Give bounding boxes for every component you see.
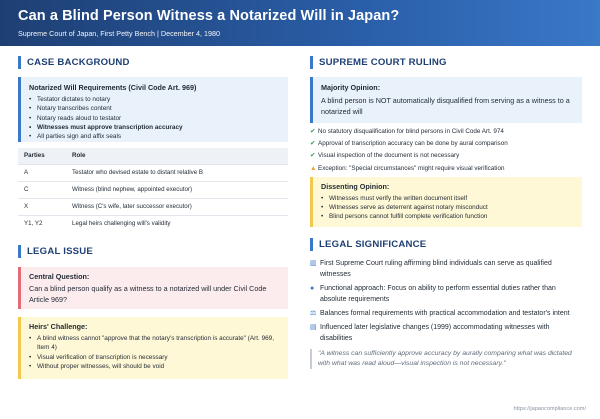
case-background-heading: CASE BACKGROUND <box>18 56 288 69</box>
ruling-point <box>310 165 582 173</box>
page-title: Can a Blind Person Witness a Notarized Will in Japan? <box>18 8 400 24</box>
significance-item <box>310 322 582 344</box>
central-question-text: Can a blind person qualify as a witness to a notarized will under Civil Code Article 969? <box>29 284 267 304</box>
majority-opinion-text: A blind person is NOT automatically disqualified from serving as a witness to a notarized will <box>321 96 570 116</box>
role-cell: Legal heirs challenging will's validity <box>66 215 288 232</box>
ruling-point <box>310 140 582 148</box>
page-header <box>0 0 600 46</box>
central-question-title: Central Question: <box>29 272 90 281</box>
people-icon: ● <box>310 284 315 292</box>
list-item: • Visual verification of transcription is necessary <box>29 353 280 362</box>
ruling-point <box>310 152 582 160</box>
significance-list <box>310 258 582 344</box>
dissenting-opinion-title: Dissenting Opinion: <box>321 181 390 191</box>
heirs-challenge-box <box>18 317 288 379</box>
list-item: • Blind persons cannot fulfill complete verification function <box>321 212 574 221</box>
list-item: • Notary transcribes content <box>29 104 280 113</box>
majority-opinion-title: Majority Opinion: <box>321 83 381 92</box>
list-item: • Witnesses must verify the written document itself <box>321 194 574 203</box>
dissent-list <box>321 194 574 222</box>
table-row <box>18 181 288 198</box>
table-header-row <box>18 148 288 164</box>
left-column <box>18 56 288 379</box>
table-row <box>18 164 288 181</box>
requirements-title: Notarized Will Requirements (Civil Code Art. 969) <box>29 83 197 92</box>
check-circle-icon: ✔ <box>310 152 316 160</box>
dissenting-opinion-box <box>310 177 582 227</box>
significance-text: Influenced later legislative changes (1999) accommodating witnesses with disabilities <box>320 323 550 342</box>
ruling-point-text: Exception: "Special circumstances" might require visual verification <box>318 164 505 172</box>
requirements-box <box>18 77 288 142</box>
list-item: • Witnesses must approve transcription accuracy <box>29 123 280 132</box>
ruling-points <box>310 128 582 173</box>
document-icon: ▤ <box>310 323 317 331</box>
gavel-icon: ⚖ <box>310 309 317 317</box>
landmark-icon: ▥ <box>310 259 317 267</box>
footer-url: https://japancompliance.com/ <box>513 406 586 412</box>
requirements-list <box>29 95 280 141</box>
party-cell: X <box>18 198 66 215</box>
ruling-point-text: Approval of transcription accuracy can be done by aural comparison <box>318 140 508 148</box>
list-item: • Witnesses serve as deterrent against notary misconduct <box>321 203 574 212</box>
ruling-point <box>310 128 582 136</box>
legal-significance-heading: LEGAL SIGNIFICANCE <box>310 238 582 251</box>
ruling-point-text: Visual inspection of the document is not necessary <box>318 152 460 160</box>
list-item: • Notary reads aloud to testator <box>29 114 280 123</box>
significance-text: Functional approach: Focus on ability to perform essential duties rather than absolute requirements <box>320 284 556 303</box>
parties-table <box>18 148 288 232</box>
quote-block: "A witness can sufficiently approve accuracy by aurally comparing what was dictated with what was read aloud—visual inspection is not necessary." <box>310 349 582 369</box>
role-cell: Witness (blind nephew, appointed executor) <box>66 181 288 198</box>
list-item: • Without proper witnesses, will should be void <box>29 362 280 371</box>
warning-icon: ▲ <box>310 164 317 172</box>
significance-text: Balances formal requirements with practical accommodation and testator's intent <box>320 309 570 317</box>
column-header-parties: Parties <box>18 148 66 164</box>
significance-item <box>310 308 582 319</box>
table-row <box>18 215 288 232</box>
ruling-point-text: No statutory disqualification for blind persons in Civil Code Art. 974 <box>318 128 504 135</box>
party-cell: Y1, Y2 <box>18 215 66 232</box>
heirs-challenge-title: Heirs' Challenge: <box>29 322 88 331</box>
significance-item <box>310 283 582 305</box>
table-row <box>18 198 288 215</box>
majority-opinion-box <box>310 77 582 123</box>
party-cell: A <box>18 164 66 181</box>
legal-issue-heading: LEGAL ISSUE <box>18 245 288 258</box>
central-question-box <box>18 267 288 309</box>
list-item: • Testator dictates to notary <box>29 95 280 104</box>
check-circle-icon: ✔ <box>310 140 316 148</box>
role-cell: Testator who devised estate to distant relative B <box>66 164 288 181</box>
right-column <box>310 56 582 369</box>
check-circle-icon: ✔ <box>310 128 316 135</box>
list-item: • All parties sign and affix seals <box>29 132 280 141</box>
role-cell: Witness (C's wife, later successor executor) <box>66 198 288 215</box>
page-subtitle: Supreme Court of Japan, First Petty Bench | December 4, 1980 <box>18 29 221 38</box>
significance-item <box>310 258 582 280</box>
challenge-list <box>29 334 280 371</box>
ruling-heading: SUPREME COURT RULING <box>310 56 582 69</box>
column-header-role: Role <box>66 148 288 164</box>
significance-text: First Supreme Court ruling affirming blind individuals can serve as qualified witnesses <box>320 259 552 278</box>
list-item: • A blind witness cannot "approve that the notary's transcription is accurate" (Art. 969, Item 4) <box>29 334 280 353</box>
party-cell: C <box>18 181 66 198</box>
